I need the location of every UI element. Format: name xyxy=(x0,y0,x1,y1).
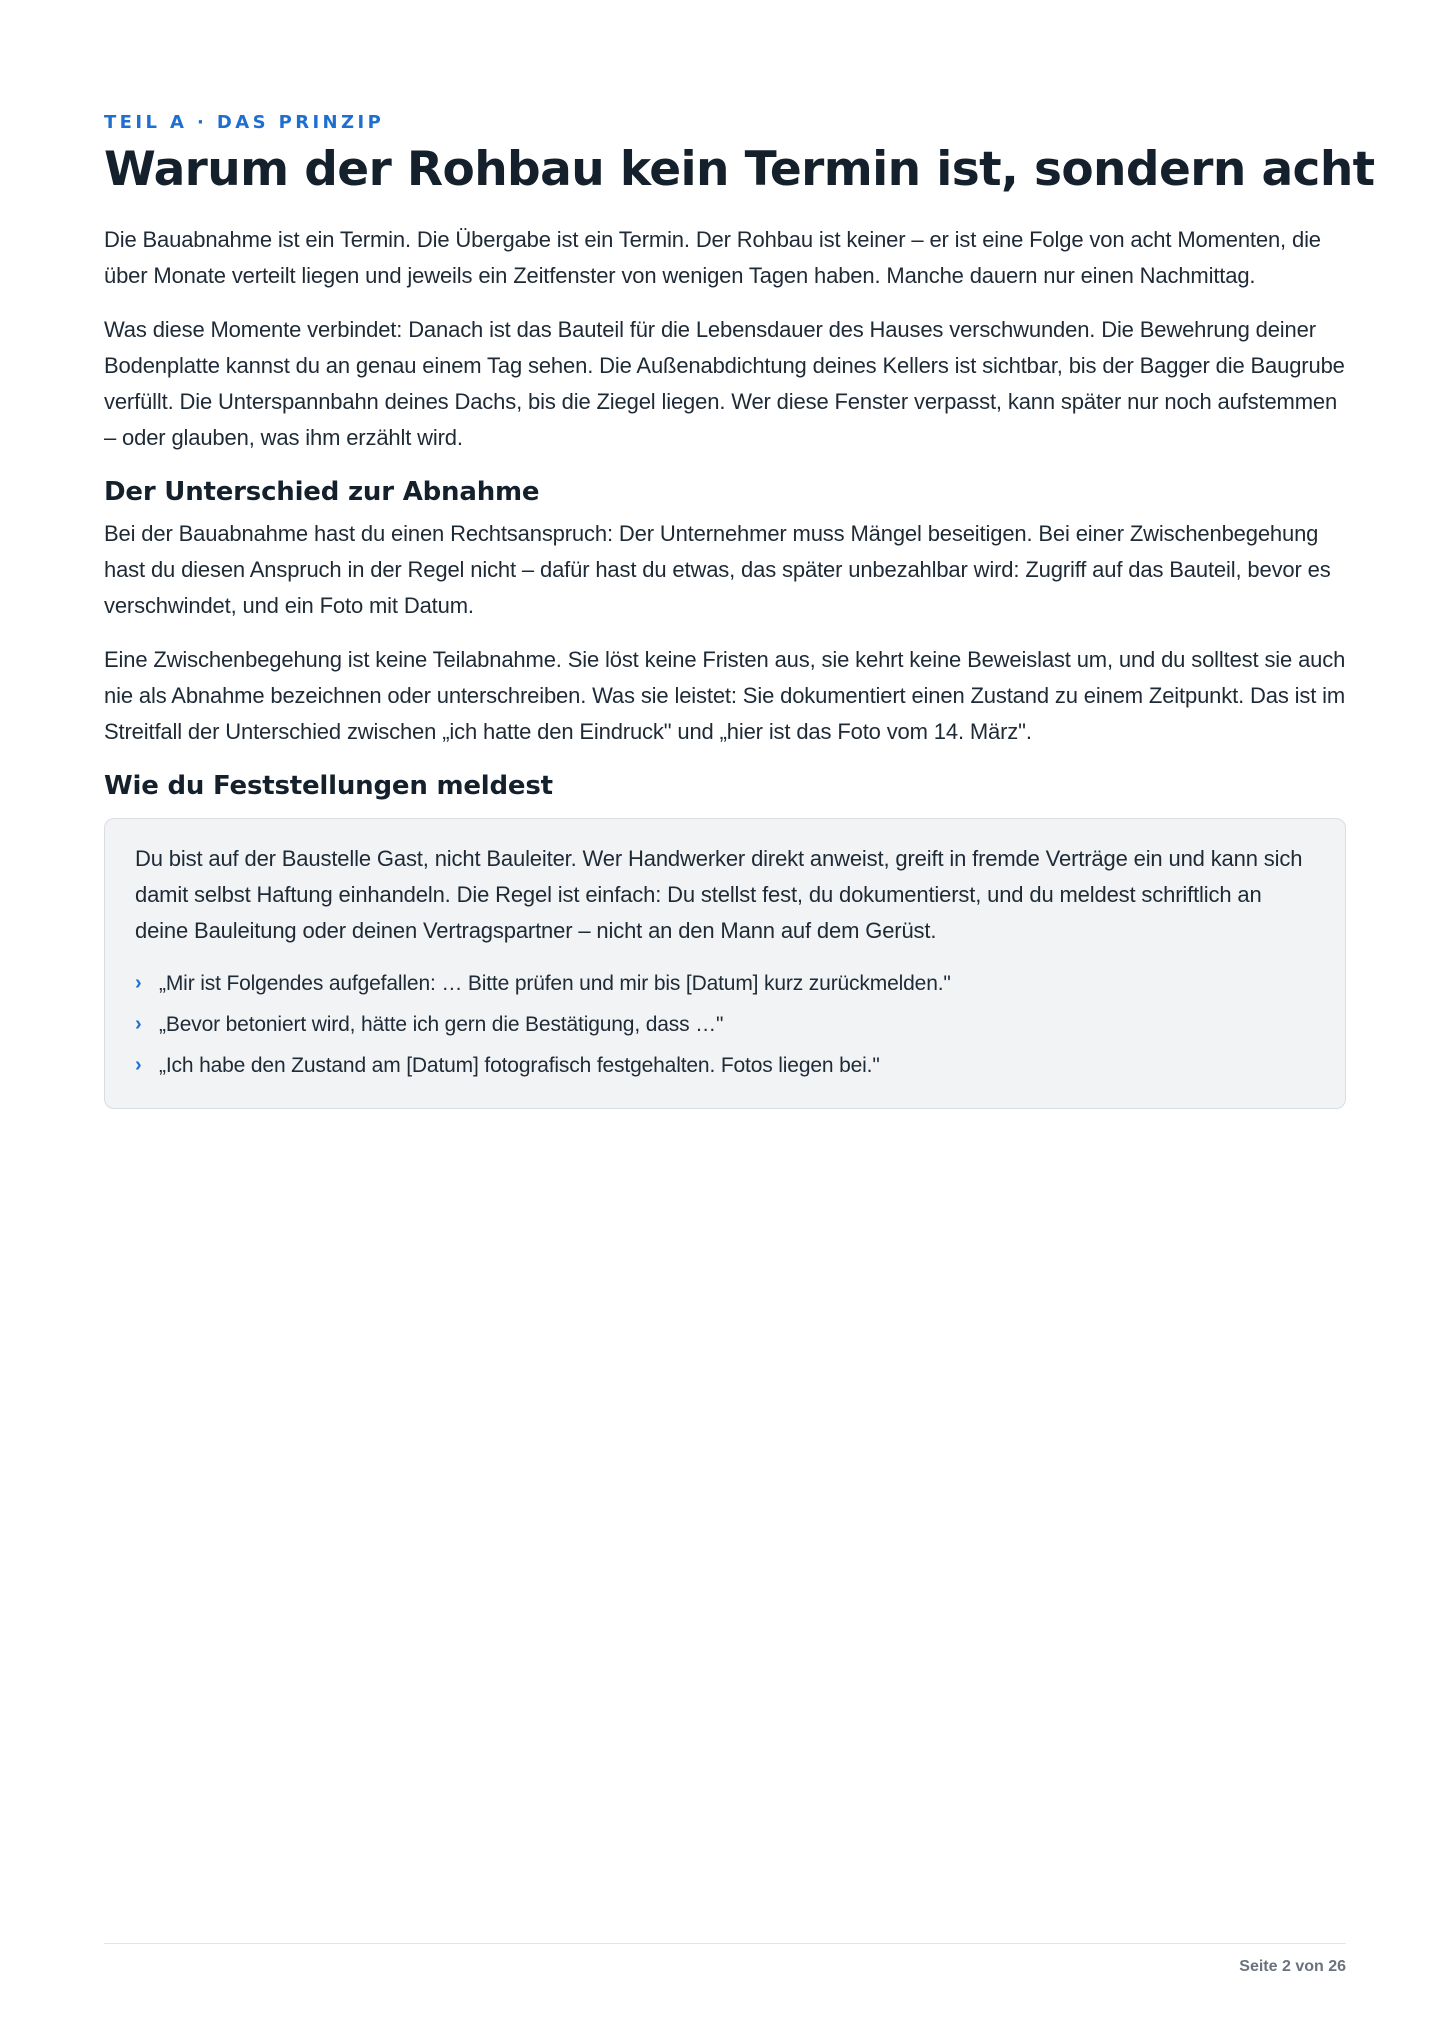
chevron-right-icon: › xyxy=(135,972,142,994)
page-number: Seite 2 von 26 xyxy=(1239,1958,1346,1975)
section-eyebrow: TEIL A · DAS PRINZIP xyxy=(104,112,385,133)
footer-divider xyxy=(104,1943,1346,1944)
callout-box xyxy=(104,818,1346,1109)
page-title: Warum der Rohbau kein Termin ist, sondern acht xyxy=(104,142,1375,197)
document-body xyxy=(104,222,1346,1109)
abnahme-paragraph-2: Eine Zwischenbegehung ist keine Teilabnahme. Sie löst keine Fristen aus, sie kehrt keine Beweislast um, und du solltest sie auch nie als Abnahme bezeichnen oder unterschreiben. Was sie leistet: Sie dokumentiert einen Zustand zu einem Zeitpunkt. Das ist im Streitfall der Unterschied zwischen „ich hatte den Eindruck" und „hier ist das Foto vom 14. März". xyxy=(104,647,1346,744)
intro-paragraph-2: Was diese Momente verbindet: Danach ist das Bauteil für die Lebensdauer des Hauses verschwunden. Die Bewehrung deiner Bodenplatte kannst du an genau einem Tag sehen. Die Außenabdichtung deines Kellers ist sichtbar, bis der Bagger die Baugrube verfüllt. Die Unterspannbahn deines Dachs, bis die Ziegel liegen. Wer diese Fenster verpasst, kann später nur noch aufstemmen – oder glauben, was ihm erzählt wird. xyxy=(104,317,1345,450)
quote-text: „Ich habe den Zustand am [Datum] fotografisch festgehalten. Fotos liegen bei." xyxy=(159,1054,880,1077)
quote-list-item xyxy=(135,963,1315,1004)
callout-paragraph: Du bist auf der Baustelle Gast, nicht Bauleiter. Wer Handwerker direkt anweist, greift in fremde Verträge ein und kann sich damit selbst Haftung einhandeln. Die Regel ist einfach: Du stellst fest, du dokumentierst, und du meldest schriftlich an deine Bauleitung oder deinen Vertragspartner – nicht an den Mann auf dem Gerüst. xyxy=(135,846,1303,943)
quote-list-item xyxy=(135,1004,1315,1045)
quote-text: „Mir ist Folgendes aufgefallen: … Bitte prüfen und mir bis [Datum] kurz zurückmelden." xyxy=(159,972,951,995)
section-heading-feststellungen: Wie du Feststellungen meldest xyxy=(104,771,553,801)
chevron-right-icon: › xyxy=(135,1054,142,1076)
chevron-right-icon: › xyxy=(135,1013,142,1035)
abnahme-paragraph-1: Bei der Bauabnahme hast du einen Rechtsanspruch: Der Unternehmer muss Mängel beseitigen. Bei einer Zwischenbegehung hast du diesen Anspruch in der Regel nicht – dafür hast du etwas, das später unbezahlbar wird: Zugriff auf das Bauteil, bevor es verschwindet, und ein Foto mit Datum. xyxy=(104,521,1331,618)
quote-list-item xyxy=(135,1045,1315,1086)
quote-text: „Bevor betoniert wird, hätte ich gern die Bestätigung, dass …" xyxy=(159,1013,724,1036)
quote-list xyxy=(135,963,1315,1086)
intro-paragraph-1: Die Bauabnahme ist ein Termin. Die Übergabe ist ein Termin. Der Rohbau ist keiner – er ist eine Folge von acht Momenten, die über Monate verteilt liegen und jeweils ein Zeitfenster von wenigen Tagen haben. Manche dauern nur einen Nachmittag. xyxy=(104,227,1321,288)
section-heading-abnahme: Der Unterschied zur Abnahme xyxy=(104,477,540,507)
